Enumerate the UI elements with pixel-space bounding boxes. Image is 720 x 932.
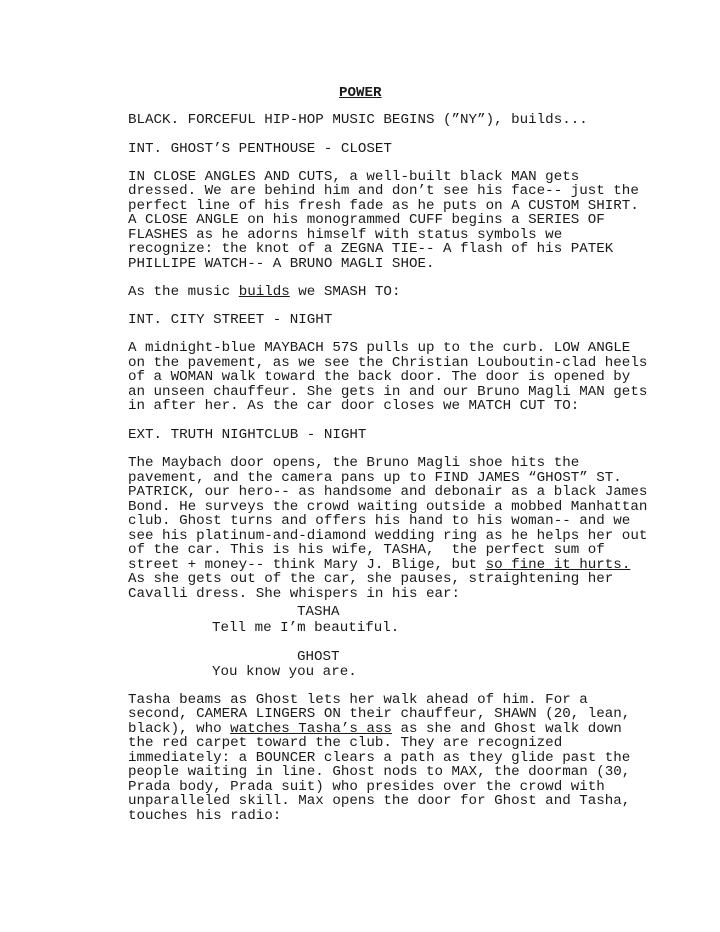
text-run: we SMASH TO: <box>289 284 401 300</box>
action-line: PHILLIPE WATCH-- A BRUNO MAGLI SHOE. <box>128 256 435 272</box>
action-line: A midnight-blue MAYBACH 57S pulls up to the curb. LOW ANGLE <box>128 340 631 356</box>
action-line: on the pavement, as we see the Christian Louboutin-clad heels <box>128 355 648 371</box>
scene-heading: EXT. TRUTH NIGHTCLUB - NIGHT <box>128 427 367 443</box>
action-line: see his platinum-and-diamond wedding ring as he helps her out <box>128 528 648 544</box>
text-run: As the music <box>128 284 239 300</box>
action-line: of the car. This is his wife, TASHA, the perfect sum of <box>128 542 605 558</box>
dialogue-line: Tell me I’m beautiful. <box>212 620 400 636</box>
action-line: touches his radio: <box>128 808 282 824</box>
action-line: recognize: the knot of a ZEGNA TIE-- A flash of his PATEK <box>128 241 614 257</box>
action-line: dressed. We are behind him and don’t see his face-- just the <box>128 183 639 199</box>
action-line: people waiting in line. Ghost nods to MAX, the doorman (30, <box>128 764 631 780</box>
action-line: PATRICK, our hero-- as handsome and debonair as a black James <box>128 484 648 500</box>
action-line: the red carpet toward the club. They are recognized <box>128 735 563 751</box>
action-line: unparalleled skill. Max opens the door for Ghost and Tasha, <box>128 793 631 809</box>
action-line: A CLOSE ANGLE on his monogrammed CUFF begins a SERIES OF <box>128 212 605 228</box>
action-line: club. Ghost turns and offers his hand to his woman-- and we <box>128 513 631 529</box>
action-line: second, CAMERA LINGERS ON their chauffeur, SHAWN (20, lean, <box>128 706 631 722</box>
action-line: The Maybach door opens, the Bruno Magli shoe hits the <box>128 455 580 471</box>
action-line: pavement, and the camera pans up to FIND JAMES “GHOST” ST. <box>128 470 622 486</box>
underlined-text: builds <box>238 284 290 300</box>
action-line: BLACK. FORCEFUL HIP-HOP MUSIC BEGINS (”NY”), builds... <box>128 112 588 128</box>
action-line <box>128 283 648 301</box>
action-line: Bond. He surveys the crowd waiting outside a mobbed Manhattan <box>128 499 648 515</box>
dialogue-line: You know you are. <box>212 664 357 680</box>
character-name: TASHA <box>297 604 340 620</box>
scene-heading: INT. CITY STREET - NIGHT <box>128 312 333 328</box>
text-run: black), who <box>128 721 231 737</box>
character-name: GHOST <box>297 649 340 665</box>
action-line: Tasha beams as Ghost lets her walk ahead of him. For a <box>128 692 588 708</box>
action-line: Cavalli dress. She whispers in his ear: <box>128 586 461 602</box>
action-line: As she gets out of the car, she pauses, straightening her <box>128 571 614 587</box>
action-line: in after her. As the car door closes we MATCH CUT TO: <box>128 398 580 414</box>
text-run: as she and Ghost walk down <box>391 721 622 737</box>
action-line: perfect line of his fresh fade as he puts on A CUSTOM SHIRT. <box>128 198 639 214</box>
action-line: an unseen chauffeur. She gets in and our Bruno Magli MAN gets <box>128 384 648 400</box>
page-title: POWER <box>339 85 382 101</box>
action-line: immediately: a BOUNCER clears a path as they glide past the <box>128 750 631 766</box>
scene-heading: INT. GHOST’S PENTHOUSE - CLOSET <box>128 141 392 157</box>
action-line: FLASHES as he adorns himself with status symbols we <box>128 227 563 243</box>
underlined-text: so fine it hurts. <box>485 557 631 573</box>
action-line: Prada body, Prada suit) who presides over the crowd with <box>128 779 605 795</box>
underlined-text: watches Tasha’s ass <box>230 721 392 737</box>
action-line: of a WOMAN walk toward the back door. The door is opened by <box>128 369 631 385</box>
action-line: IN CLOSE ANGLES AND CUTS, a well-built black MAN gets <box>128 169 580 185</box>
text-run: street + money-- think Mary J. Blige, but <box>128 557 486 573</box>
